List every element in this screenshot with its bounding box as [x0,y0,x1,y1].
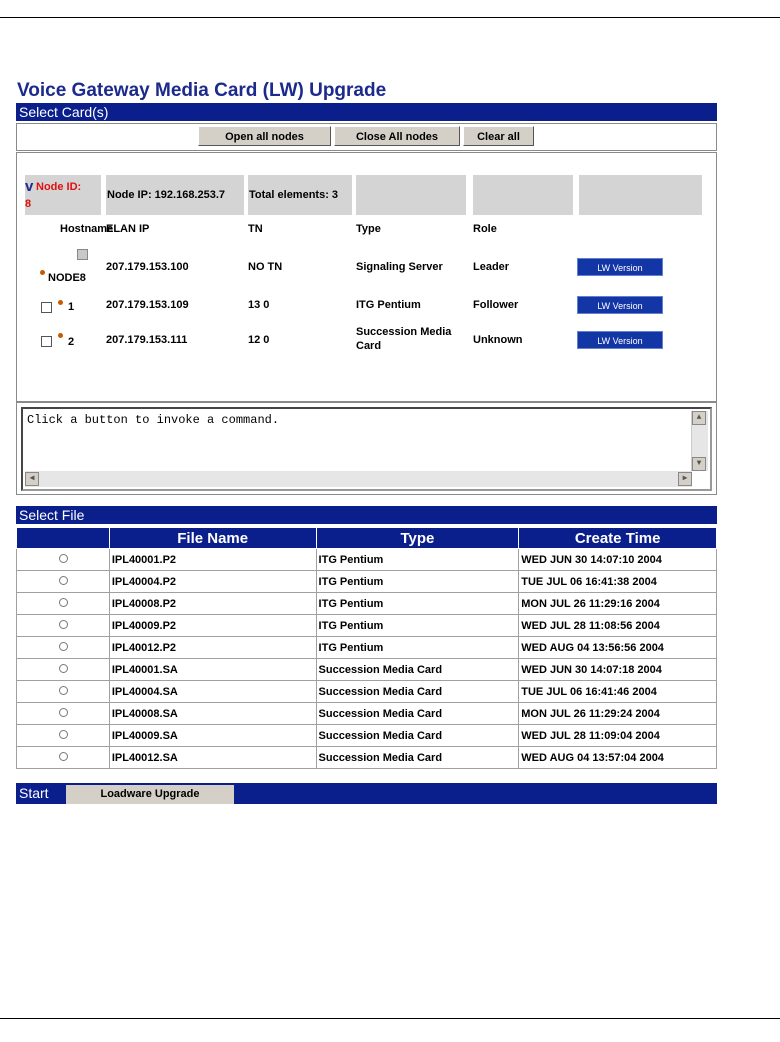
table-row[interactable] [17,681,717,703]
hostname-cell: 1 [68,301,75,313]
horizontal-scrollbar[interactable] [25,471,692,487]
table-row[interactable] [17,571,717,593]
select-cards-header: Select Card(s) [16,103,717,121]
output-panel [16,402,717,495]
table-row[interactable] [17,725,717,747]
clear-all-button[interactable]: Clear all [463,126,534,146]
close-all-nodes-button[interactable]: Close All nodes [334,126,460,146]
file-name-cell: IPL40009.SA [109,725,316,747]
elan-ip-cell: 207.179.153.111 [106,334,188,346]
create-time-cell: WED JUL 28 11:08:56 2004 [519,615,717,637]
col-elan-ip: ELAN IP [106,223,150,235]
create-time-cell: MON JUL 26 11:29:24 2004 [519,703,717,725]
file-type-cell: Succession Media Card [316,659,519,681]
table-row[interactable] [17,703,717,725]
file-name-cell: IPL40004.SA [109,681,316,703]
start-label: Start [19,785,49,801]
create-time-cell: MON JUL 26 11:29:16 2004 [519,593,717,615]
col-file-type: Type [316,528,519,549]
file-name-cell: IPL40001.SA [109,659,316,681]
file-name-cell: IPL40001.P2 [109,549,316,571]
radio-icon[interactable] [59,598,68,607]
checkbox-icon [77,249,88,260]
create-time-cell: WED JUN 30 14:07:10 2004 [519,549,717,571]
table-row[interactable] [17,593,717,615]
node-dot-icon [58,300,63,305]
command-output[interactable] [21,407,712,491]
open-all-nodes-button[interactable]: Open all nodes [198,126,331,146]
bottom-rule [0,1018,780,1019]
create-time-cell: WED JUL 28 11:09:04 2004 [519,725,717,747]
table-row[interactable] [17,615,717,637]
scroll-up-icon[interactable]: ▲ [692,411,706,425]
node-ip-label: Node IP: 192.168.253.7 [107,189,226,201]
role-cell: Follower [473,299,519,311]
create-time-cell: WED JUN 30 14:07:18 2004 [519,659,717,681]
role-cell: Leader [473,261,510,273]
lw-version-button[interactable]: LW Version [577,331,663,349]
node-id-label: Node ID: [36,181,82,193]
file-type-cell: ITG Pentium [316,549,519,571]
expand-chevron-icon[interactable]: v [25,178,34,195]
node-dot-icon [40,270,45,275]
radio-icon[interactable] [59,752,68,761]
scroll-left-icon[interactable]: ◀ [25,472,39,486]
scroll-down-icon[interactable]: ▼ [692,457,706,471]
tn-cell: NO TN [248,261,283,273]
elan-ip-cell: 207.179.153.100 [106,261,189,273]
file-table [16,527,717,769]
node-blank-box [473,175,573,215]
file-name-cell: IPL40012.P2 [109,637,316,659]
file-type-cell: ITG Pentium [316,637,519,659]
file-type-cell: ITG Pentium [316,593,519,615]
file-type-cell: ITG Pentium [316,571,519,593]
window-title: Voice Gateway Media Card (LW) Upgrade [17,80,387,101]
tn-cell: 12 0 [248,334,270,346]
loadware-upgrade-tab[interactable]: Loadware Upgrade [66,785,234,804]
scroll-right-icon[interactable]: ▶ [678,472,692,486]
radio-icon[interactable] [59,620,68,629]
file-type-cell: Succession Media Card [316,681,519,703]
file-name-cell: IPL40012.SA [109,747,316,769]
radio-icon[interactable] [59,576,68,585]
create-time-cell: TUE JUL 06 16:41:38 2004 [519,571,717,593]
checkbox-icon[interactable] [41,336,52,347]
command-output-text: Click a button to invoke a command. [27,413,280,427]
file-name-cell: IPL40008.SA [109,703,316,725]
col-select [17,528,110,549]
radio-icon[interactable] [59,730,68,739]
node-id-value: 8 [25,198,32,210]
table-row[interactable] [17,747,717,769]
node-ip-box [106,175,244,215]
node-dot-icon [58,333,63,338]
node-blank-box [356,175,466,215]
file-name-cell: IPL40009.P2 [109,615,316,637]
table-row[interactable] [17,659,717,681]
node-toolbar [16,123,717,151]
create-time-cell: WED AUG 04 13:56:56 2004 [519,637,717,659]
node-blank-box [579,175,702,215]
type-cell: Signaling Server [356,261,443,273]
top-rule [0,17,780,18]
radio-icon[interactable] [59,554,68,563]
lw-version-button[interactable]: LW Version [577,296,663,314]
col-hostname: Hostname [60,223,114,235]
node-total-label: Total elements: 3 [249,189,339,201]
role-cell: Unknown [473,334,523,346]
file-name-cell: IPL40008.P2 [109,593,316,615]
radio-icon[interactable] [59,686,68,695]
file-type-cell: ITG Pentium [316,615,519,637]
vertical-scrollbar[interactable] [691,411,708,471]
hostname-cell: NODE8 [48,272,86,284]
file-type-cell: Succession Media Card [316,725,519,747]
lw-version-button[interactable]: LW Version [577,258,663,276]
upgrade-window [15,80,719,804]
create-time-cell: TUE JUL 06 16:41:46 2004 [519,681,717,703]
hostname-cell: 2 [68,336,75,348]
col-create-time: Create Time [519,528,717,549]
radio-icon[interactable] [59,664,68,673]
type-cell: ITG Pentium [356,299,421,311]
table-row[interactable] [17,637,717,659]
node-total-box [248,175,352,215]
col-type: Type [356,223,381,235]
file-name-cell: IPL40004.P2 [109,571,316,593]
col-role: Role [473,223,497,235]
file-type-cell: Succession Media Card [316,747,519,769]
select-file-header: Select File [16,506,717,524]
col-tn: TN [248,223,263,235]
radio-icon[interactable] [59,642,68,651]
elan-ip-cell: 207.179.153.109 [106,299,189,311]
radio-icon[interactable] [59,708,68,717]
checkbox-icon[interactable] [41,302,52,313]
create-time-cell: WED AUG 04 13:57:04 2004 [519,747,717,769]
type-cell: Succession Media Card [356,326,452,352]
start-bar [16,783,717,804]
node-id-box[interactable] [25,175,101,215]
file-type-cell: Succession Media Card [316,703,519,725]
tn-cell: 13 0 [248,299,270,311]
col-file-name: File Name [109,528,316,549]
node-panel [16,152,717,402]
table-row[interactable] [17,549,717,571]
